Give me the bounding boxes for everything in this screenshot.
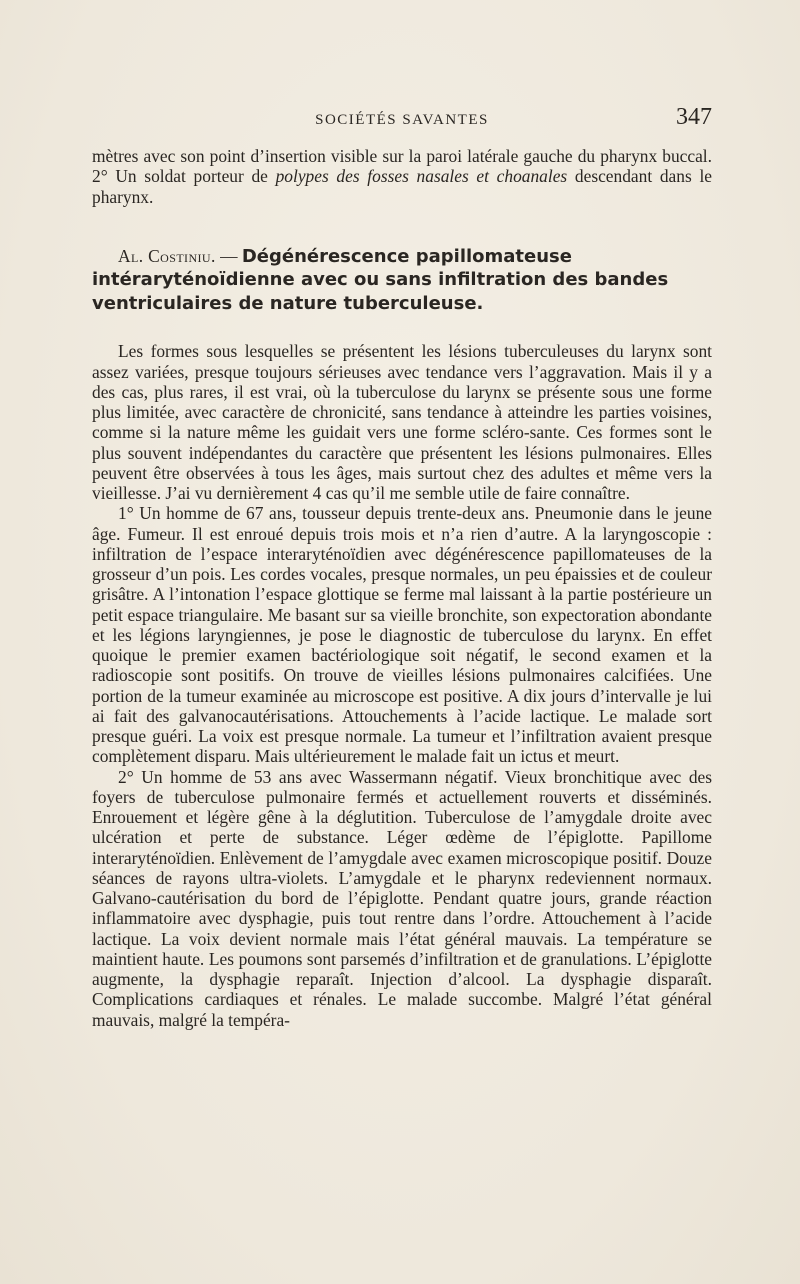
page-header bbox=[92, 104, 712, 134]
body-paragraph-1: Les formes sous lesquelles se présentent les lésions tuberculeuses du larynx sont assez variées, presque toujours sérieuses avec tendance vers l’aggravation. Mais il y a des cas, plus rares, il est vrai, où la tuberculose du larynx se présente sous une forme plus limitée, avec caractère de chronicité, sans tendance à atteindre les parties voisines, comme si la nature même les guidait vers une forme scléro-sante. Ces formes sont le plus souvent indépendantes du caractère que présentent les lésions pulmonaires. Elles peuvent être observées à tous les âges, mais surtout chez des adultes et même vers la vieillesse. J’ai vu dernièrement 4 cas qu’il me semble utile de faire connaître. bbox=[92, 341, 712, 503]
intro-text-1: mètres avec son point d’insertion visible sur la paroi latérale gauche du pharynx buccal. 2° Un soldat porteur de bbox=[92, 146, 712, 187]
page-number: 347 bbox=[676, 104, 712, 130]
intro-text-2: descendant dans le pharynx. bbox=[92, 166, 712, 207]
body-paragraph-3: 2° Un homme de 53 ans avec Wassermann négatif. Vieux bronchitique avec des foyers de tuberculose pulmonaire fermés et actuellement rouverts et disséminés. Enrouement et légère gêne à la déglutition. Tuberculose de l’amygdale droite avec ulcération et perte de substance. Léger œdème de l’épiglotte. Papillome interaryténoïdien. Enlèvement de l’amygdale avec examen microscopique positif. Douze séances de rayons ultra-violets. L’amygdale et le pharynx redeviennent normaux. Galvano-cautérisation du bord de l’épiglotte. Pendant quatre jours, grande réaction inflammatoire avec dysphagie, puis tout rentre dans l’ordre. Attouchement à l’acide lactique. La voix devient normale mais l’état général mauvais. La température se maintient haute. Les poumons sont parsemés d’infiltration et de granulations. L’épiglotte augmente, la dysphagie reparaît. Injection d’alcool. La dysphagie disparaît. Complications cardiaques et rénales. Le malade succombe. Malgré l’état général mauvais, malgré la tempéra- bbox=[92, 766, 712, 1030]
running-head: SOCIÉTÉS SAVANTES bbox=[315, 112, 489, 128]
article-heading bbox=[92, 245, 712, 316]
article-title: Dégénérescence papillomateuse intéraryténoïdienne avec ou sans infiltration des bandes ventriculaires de nature tuberculeuse. bbox=[92, 245, 669, 314]
intro-paragraph bbox=[92, 146, 712, 207]
body-paragraph-2: 1° Un homme de 67 ans, tousseur depuis trente-deux ans. Pneumonie dans le jeune âge. Fumeur. Il est enroué depuis trois mois et n’a rien d’autre. A la laryngoscopie : infiltration de l’espace interaryténoïdien avec dégénérescence papillomateuses de la grosseur d’un pois. Les cordes vocales, presque normales, un peu épaissies et de couleur grisâtre. A l’intonation l’espace glottique se ferme mal laissant à la partie postérieure un petit espace triangulaire. Me basant sur sa vieille bronchite, son expectoration abondante et les légions laryngiennes, je pose le diagnostic de tuberculose du larynx. En effet quoique le premier examen bactériologique soit négatif, le second examen et la radioscopie sont positifs. On trouve de vieilles lésions pulmonaires calcifiées. Une portion de la tumeur examinée au microscope est positive. A dix jours d’intervalle je lui ai fait des galvanocautérisations. Attouchements à l’acide lactique. Le malade sort presque guéri. La voix est presque normale. La tumeur et l’infiltration avaient presque complètement disparu. Mais ultérieurement le malade fait un ictus et meurt. bbox=[92, 503, 712, 767]
page-body bbox=[92, 146, 712, 1030]
article-author: Al. Costiniu. bbox=[118, 245, 216, 266]
intro-italic-term: polypes des fosses nasales et choanales bbox=[275, 166, 568, 187]
article-dash: — bbox=[215, 245, 242, 266]
